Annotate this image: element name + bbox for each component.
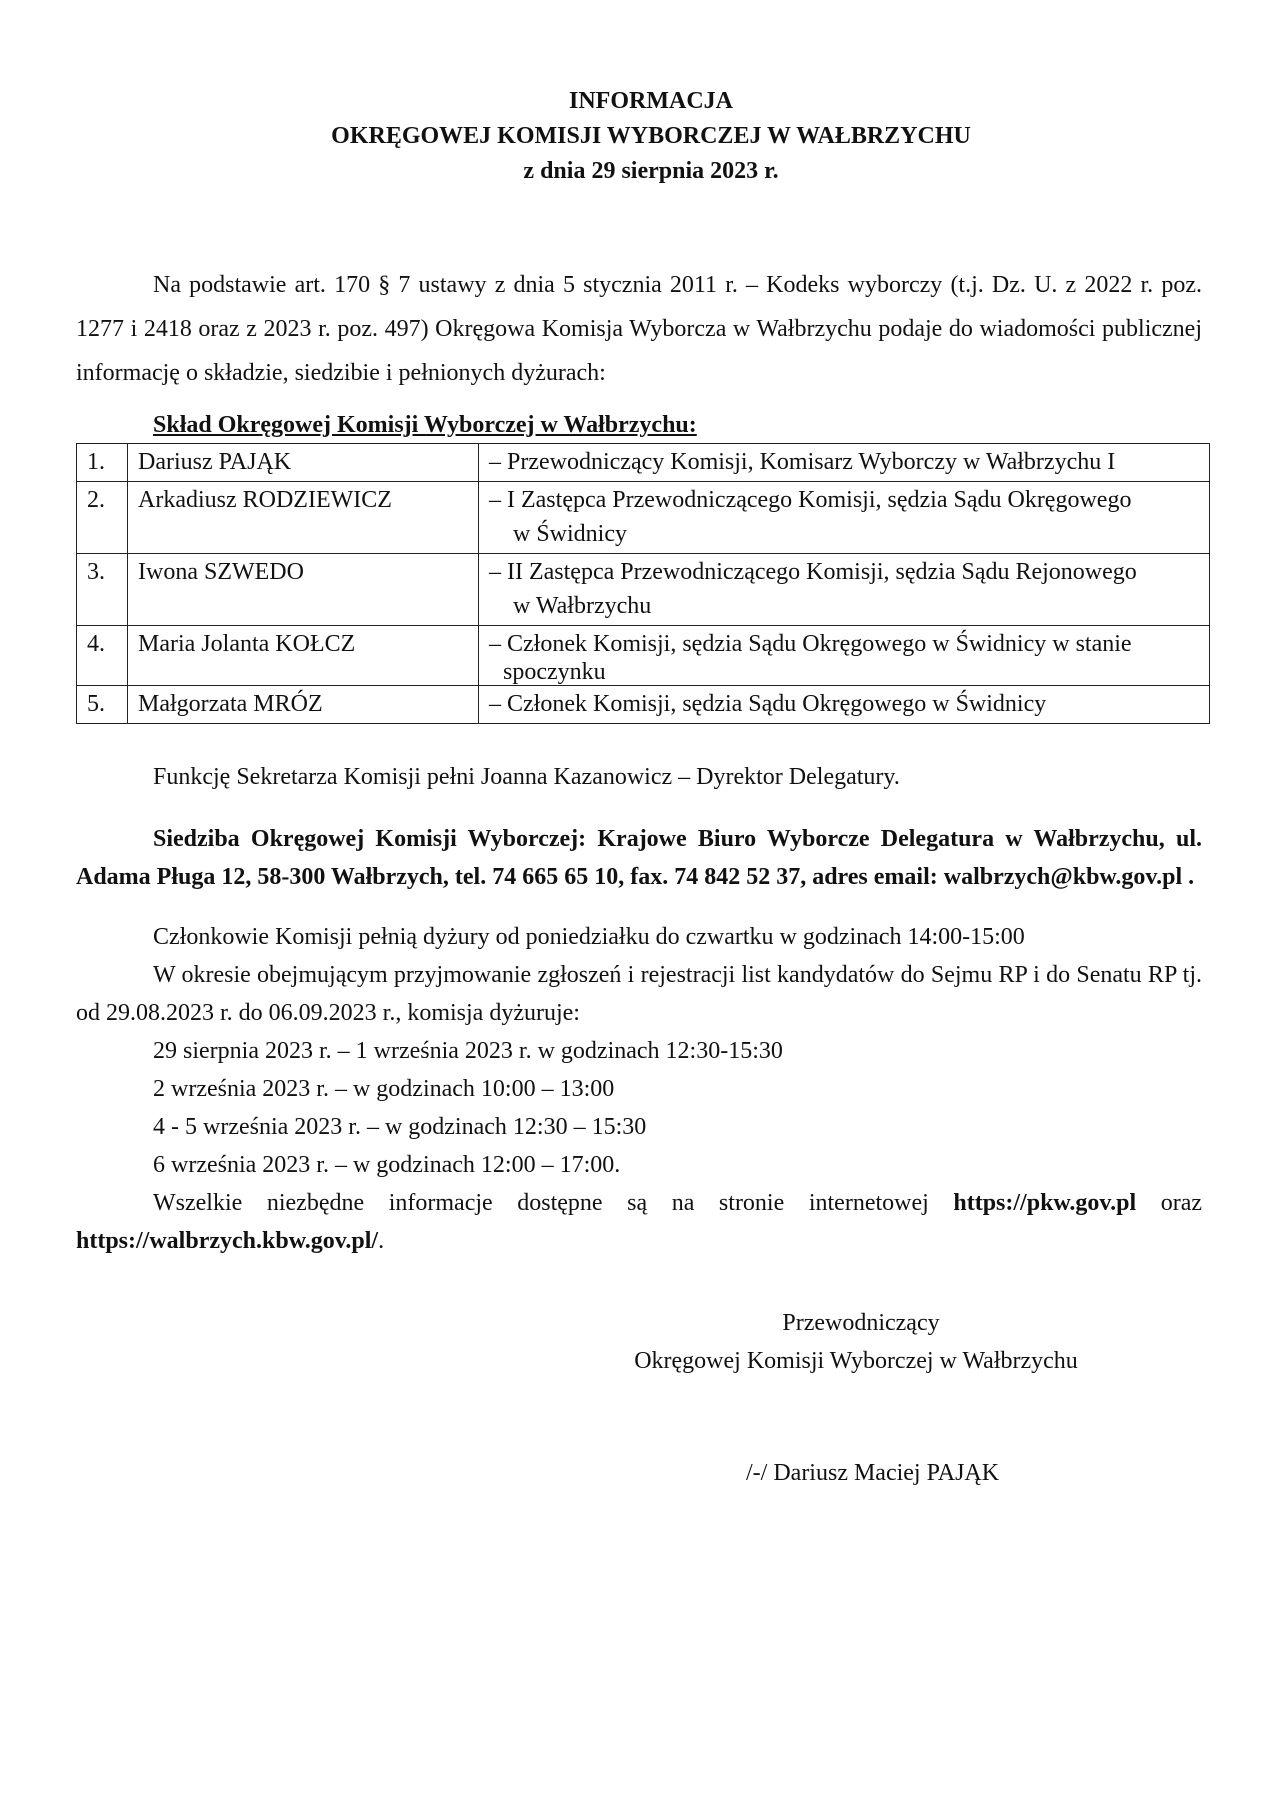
table-row <box>77 626 1210 686</box>
member-role <box>479 554 1210 626</box>
duty-schedule-item: 2 września 2023 r. – w godzinach 10:00 – 13:00 <box>153 1076 615 1102</box>
pkw-link[interactable]: https://pkw.gov.pl <box>953 1190 1137 1216</box>
kbw-link[interactable]: https://walbrzych.kbw.gov.pl/ <box>76 1228 379 1254</box>
members-table <box>76 443 1210 724</box>
header-committee: OKRĘGOWEJ KOMISJI WYBORCZEJ W WAŁBRZYCHU <box>331 123 971 149</box>
duty-regular-hours: Członkowie Komisji pełnią dyżury od poniedziałku do czwartku w godzinach 14:00-15:00 <box>153 924 1025 950</box>
seat-paragraph: Siedziba Okręgowej Komisji Wyborczej: Krajowe Biuro Wyborcze Delegatura w Wałbrzychu, ul. Adama Pługa 12, 58-300 Wałbrzych, tel. 74 665 65 10, fax. 74 842 52 37, adres email: walbrzych@kbw.gov.pl . <box>76 826 1202 890</box>
header-date: z dnia 29 sierpnia 2023 r. <box>523 158 779 184</box>
signed-name: /-/ Dariusz Maciej PAJĄK <box>746 1460 1000 1486</box>
members-section-title: Skład Okręgowej Komisji Wyborczej w Wałbrzychu: <box>153 412 697 438</box>
duty-schedule-item: 6 września 2023 r. – w godzinach 12:00 – 17:00. <box>153 1152 621 1178</box>
member-name: Małgorzata MRÓZ <box>128 686 479 724</box>
member-role-continuation: spoczynku <box>503 659 606 685</box>
document-header <box>100 84 1202 189</box>
member-role-line: – I Zastępca Przewodniczącego Komisji, sędzia Sądu Okręgowego <box>489 487 1132 513</box>
table-row <box>77 554 1210 626</box>
member-number: 4. <box>77 626 128 686</box>
signature-title: Przewodniczący <box>782 1310 940 1336</box>
member-role-continuation: w Świdnicy <box>513 521 627 547</box>
member-role-line: – Członek Komisji, sędzia Sądu Okręgowego w Świdnicy w stanie <box>489 631 1132 657</box>
member-role-line: – Członek Komisji, sędzia Sądu Okręgowego w Świdnicy <box>489 691 1047 717</box>
duty-section <box>76 918 1202 1260</box>
member-name: Arkadiusz RODZIEWICZ <box>128 482 479 554</box>
member-name: Maria Jolanta KOŁCZ <box>128 626 479 686</box>
member-number: 5. <box>77 686 128 724</box>
intro-paragraph: Na podstawie art. 170 § 7 ustawy z dnia 5 stycznia 2011 r. – Kodeks wyborczy (t.j. Dz. U. z 2022 r. poz. 1277 i 2418 oraz z 2023 r. poz. 497) Okręgowa Komisja Wyborcza w Wałbrzychu podaje do wiadomości publicznej informację o składzie, siedzibie i pełnionych dyżurach: <box>76 272 1202 386</box>
member-role <box>479 444 1210 482</box>
secretary-paragraph: Funkcję Sekretarza Komisji pełni Joanna Kazanowicz – Dyrektor Delegatury. <box>153 764 900 790</box>
info-suffix: . <box>378 1228 385 1254</box>
info-mid: oraz <box>1160 1190 1202 1216</box>
table-row <box>77 482 1210 554</box>
member-number: 1. <box>77 444 128 482</box>
signature-block <box>546 1304 1166 1380</box>
member-number: 3. <box>77 554 128 626</box>
member-role-line: – II Zastępca Przewodniczącego Komisji, sędzia Sądu Rejonowego <box>489 559 1137 585</box>
member-name: Iwona SZWEDO <box>128 554 479 626</box>
member-role-continuation: w Wałbrzychu <box>513 593 652 619</box>
table-row <box>77 686 1210 724</box>
member-name: Dariusz PAJĄK <box>128 444 479 482</box>
header-title: INFORMACJA <box>569 88 733 114</box>
info-paragraph <box>76 1184 1202 1260</box>
duty-registration-period: W okresie obejmującym przyjmowanie zgłoszeń i rejestracji list kandydatów do Sejmu RP i do Senatu RP tj. od 29.08.2023 r. do 06.09.2023 r., komisja dyżuruje: <box>76 962 1202 1026</box>
table-row <box>77 444 1210 482</box>
signature-committee: Okręgowej Komisji Wyborczej w Wałbrzychu <box>634 1348 1078 1374</box>
member-role <box>479 482 1210 554</box>
member-role <box>479 626 1210 686</box>
member-role <box>479 686 1210 724</box>
duty-schedule-item: 29 sierpnia 2023 r. – 1 września 2023 r. w godzinach 12:30-15:30 <box>153 1038 783 1064</box>
duty-schedule-item: 4 - 5 września 2023 r. – w godzinach 12:30 – 15:30 <box>153 1114 647 1140</box>
info-prefix: Wszelkie niezbędne informacje dostępne są na stronie internetowej <box>153 1190 929 1216</box>
member-number: 2. <box>77 482 128 554</box>
member-role-line: – Przewodniczący Komisji, Komisarz Wyborczy w Wałbrzychu I <box>489 449 1116 475</box>
